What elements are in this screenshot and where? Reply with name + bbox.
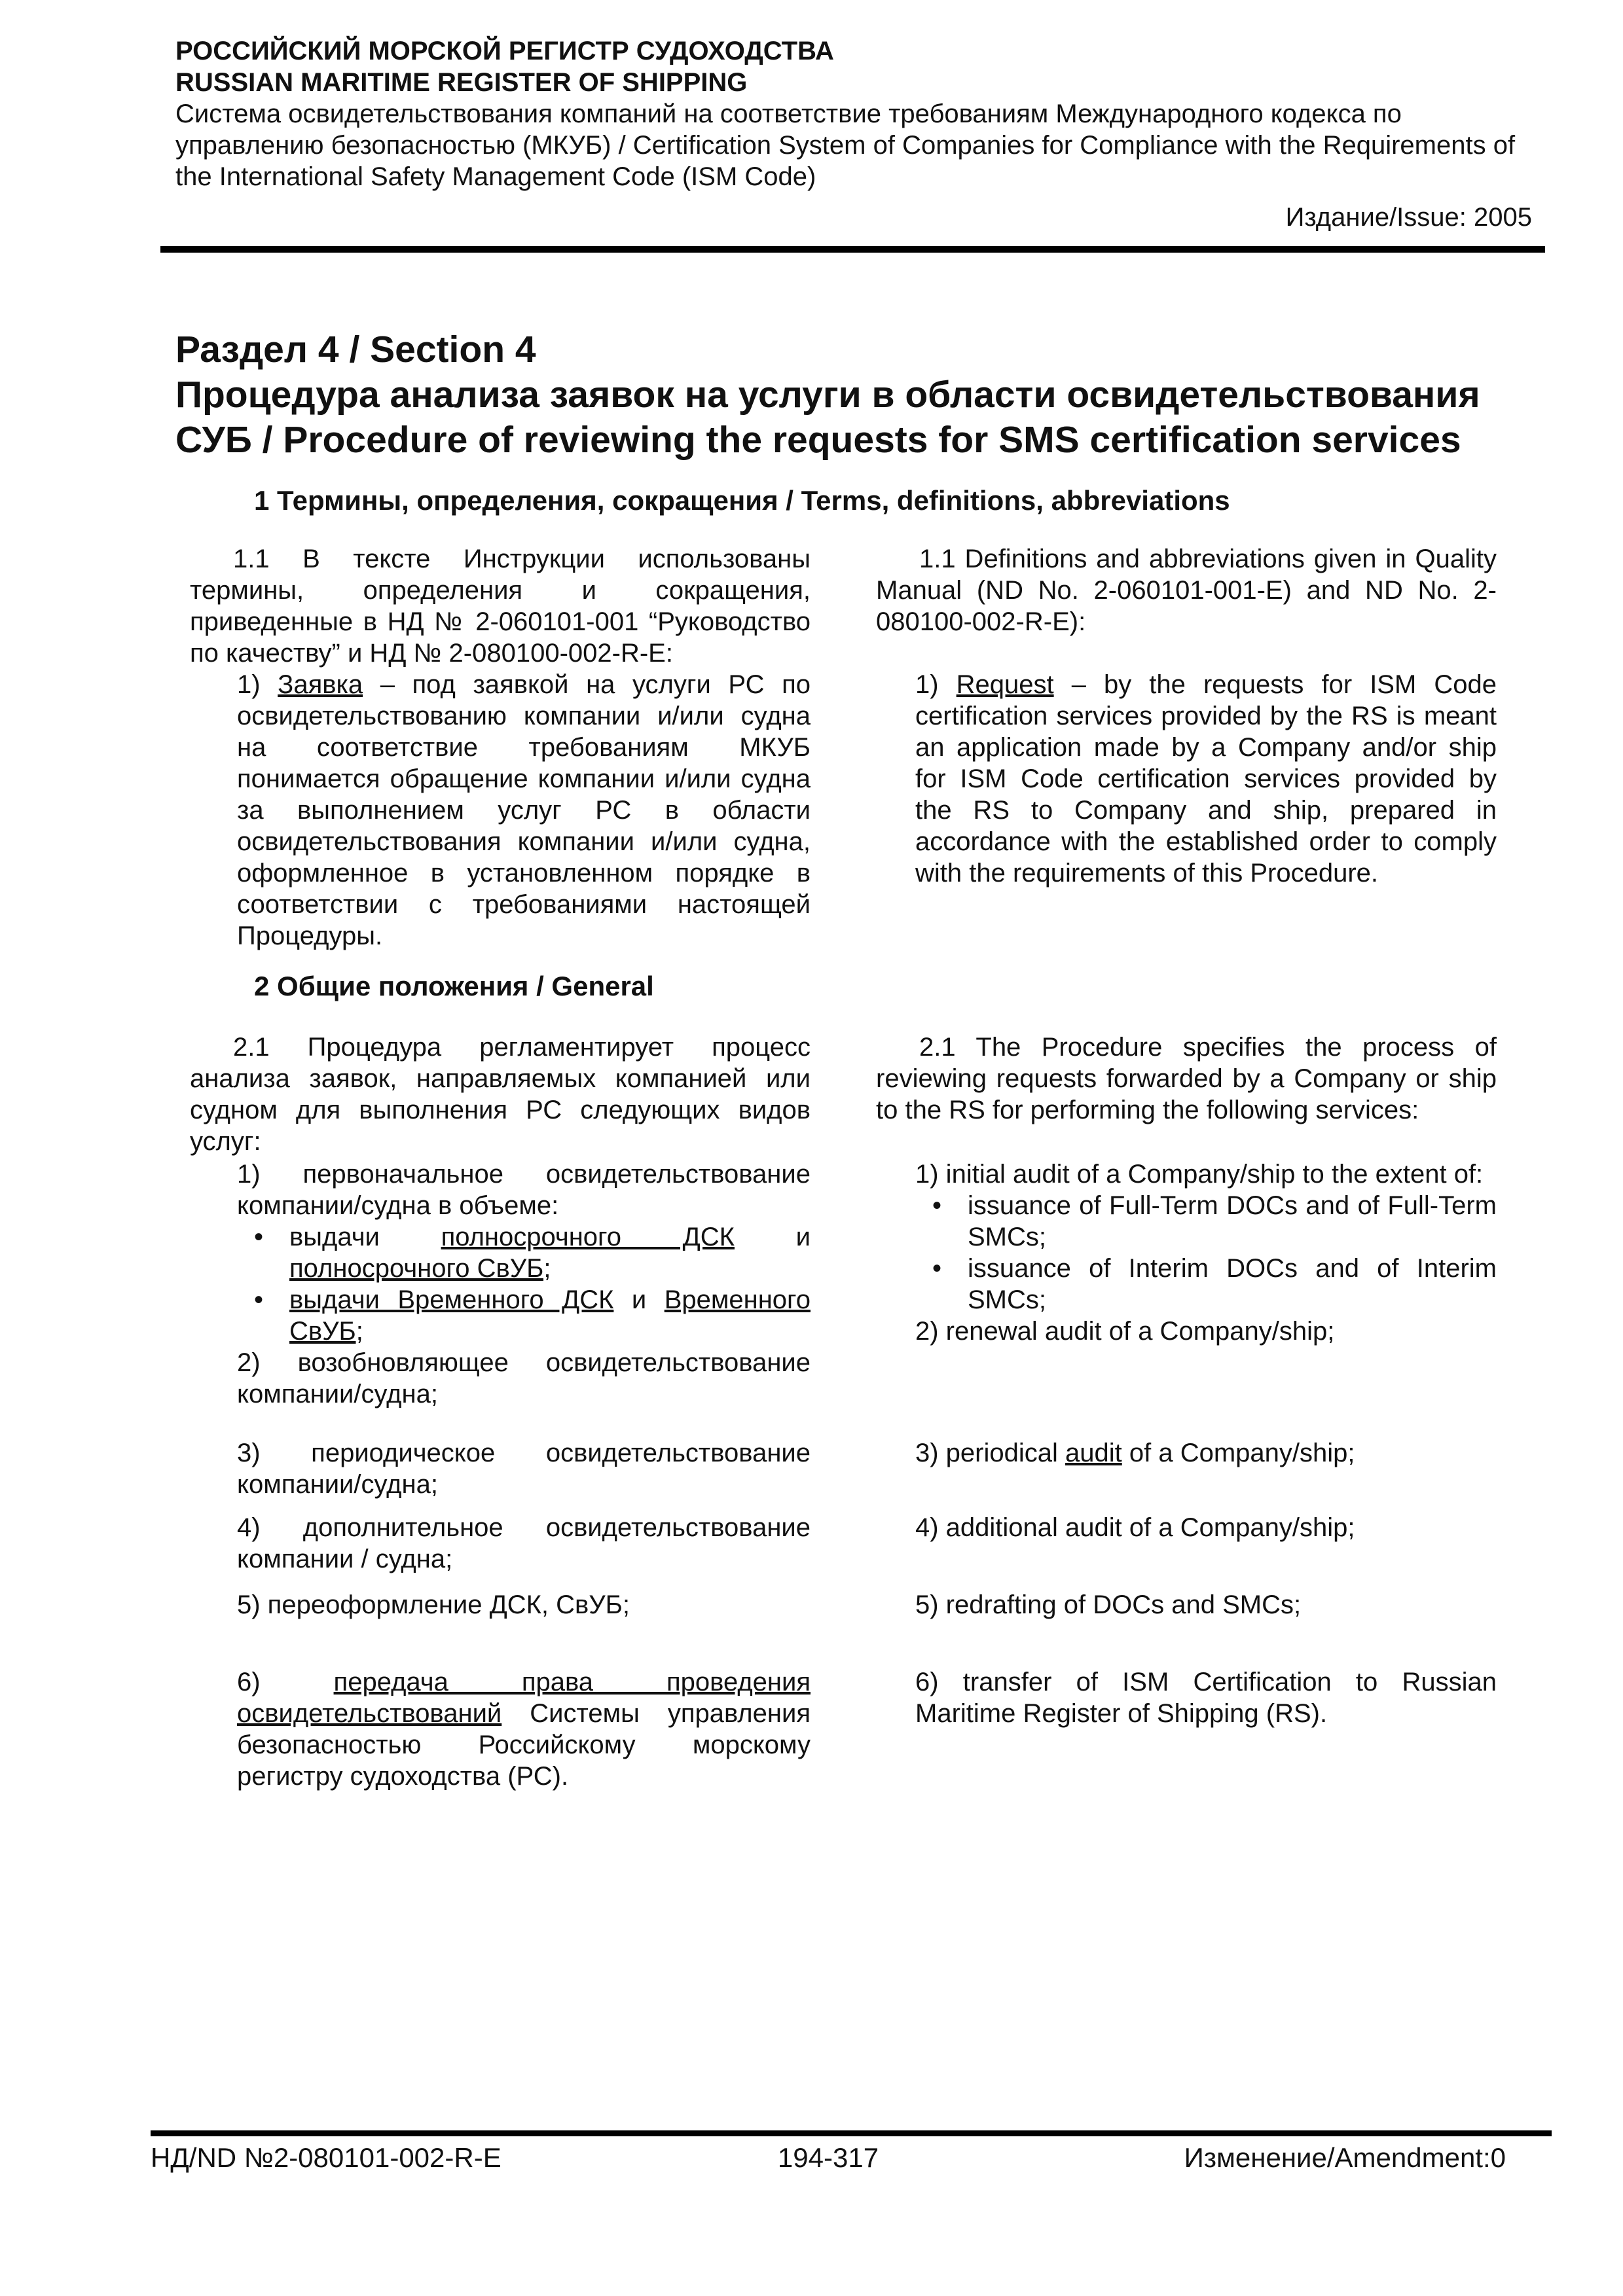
- footer-divider: [151, 2130, 1552, 2136]
- item-5-ru: 5) переоформление ДСК, СвУБ;: [237, 1590, 630, 1619]
- bullet-item: • выдачи полносрочного ДСК и полносрочного СвУБ;: [237, 1221, 811, 1284]
- org-name-ru: РОССИЙСКИЙ МОРСКОЙ РЕГИСТР СУДОХОДСТВА: [175, 37, 834, 65]
- def-num: 1): [237, 670, 278, 699]
- section-title-block: [175, 327, 1537, 463]
- item-1-ru-text: 1) первоначальное освидетельствование компании/судна в объеме:: [237, 1160, 811, 1220]
- page-header: [175, 35, 1532, 233]
- definition-request-en: [915, 669, 1497, 889]
- def-text: – под заявкой на услуги РС по освидетельствованию компании и/или судна на соответствие требованиям МКУБ понимается обращение компании и/или судна за выполнением услуг РС в области освидетельствования компании и/или судна, оформленное в установленном порядке в соответствии с требованиями настоящей Процедуры.: [237, 670, 811, 950]
- para-1-1-en: 1.1 Definitions and abbreviations given in Quality Manual (ND No. 2-060101-001-E) and ND No. 2-080100-002-R-E):: [876, 545, 1497, 636]
- def-term: Request: [956, 670, 1054, 699]
- item-4-ru: 4) дополнительное освидетельствование компании / судна;: [237, 1513, 811, 1573]
- item-6-en: 6) transfer of ISM Certification to Russian Maritime Register of Shipping (RS).: [915, 1668, 1497, 1728]
- item-2-ru: 2) возобновляющее освидетельствование компании/судна;: [237, 1348, 811, 1408]
- heading-general: 2 Общие положения / General: [254, 971, 654, 1001]
- bullet-item: • issuance of Interim DOCs and of Interim SMCs;: [915, 1253, 1497, 1316]
- footer-amendment: Изменение/Amendment:0: [1184, 2142, 1506, 2173]
- footer-doc-number: НД/ND №2-080101-002-R-E: [151, 2142, 501, 2173]
- def-num: 1): [915, 670, 957, 699]
- para-2-1-en: 2.1 The Procedure specifies the process of reviewing requests forwarded by a Company or ship to the RS for performing the following services:: [876, 1033, 1497, 1124]
- item-4-en: 4) additional audit of a Company/ship;: [915, 1513, 1355, 1542]
- item-1-en-text: 1) initial audit of a Company/ship to the extent of:: [915, 1160, 1484, 1189]
- system-title: Система освидетельствования компаний на соответствие требованиям Международного кодекса по управлению безопасностью (МКУБ) / Certification System of Companies for Compliance with the Requirements of the International Safety Management Code (ISM Code): [175, 99, 1516, 191]
- item-5-en: 5) redrafting of DOCs and SMCs;: [915, 1590, 1302, 1619]
- item-3-ru: 3) периодическое освидетельствование компании/судна;: [237, 1439, 811, 1499]
- para-1-1-ru: 1.1 В тексте Инструкции использованы термины, определения и сокращения, приведенные в НД № 2-060101-001 “Руководство по качеству” и НД № 2-080100-002-R-E:: [190, 545, 811, 668]
- bullet-item: • issuance of Full-Term DOCs and of Full-Term SMCs;: [915, 1190, 1497, 1253]
- definition-request-ru: [237, 669, 811, 952]
- issue-label: Издание/Issue: 2005: [1285, 203, 1532, 232]
- bullet-item: • выдачи Временного ДСК и Временного СвУБ;: [237, 1284, 811, 1347]
- item-3-en: 3) periodical audit of a Company/ship;: [915, 1439, 1355, 1467]
- item-1-en-bullets: [915, 1190, 1497, 1316]
- item-6-ru: 6) передача права проведения освидетельствований Системы управления безопасностью Российскому морскому регистру судоходства (РС).: [237, 1668, 811, 1791]
- header-divider: [160, 246, 1545, 253]
- item-1-ru-bullets: [237, 1221, 811, 1347]
- org-name-en: RUSSIAN MARITIME REGISTER OF SHIPPING: [175, 68, 748, 97]
- item-1-en: [915, 1158, 1497, 1347]
- def-text: – by the requests for ISM Code certification services provided by the RS is meant an application made by a Company and/or ship for ISM Code certification services provided by the RS to Company and ship, prepared in accordance with the established order to comply with the requirements of this Procedure.: [915, 670, 1497, 888]
- section-number: Раздел 4 / Section 4: [175, 329, 536, 370]
- section-title: Процедура анализа заявок на услуги в области освидетельствования СУБ / Procedure of reviewing the requests for SMS certification services: [175, 374, 1480, 461]
- footer-page-number: 194-317: [777, 2142, 879, 2173]
- para-2-1-ru: 2.1 Процедура регламентирует процесс анализа заявок, направляемых компанией или судном для выполнения РС следующих видов услуг:: [190, 1033, 811, 1156]
- item-1-ru: [237, 1158, 811, 1410]
- item-2-en: 2) renewal audit of a Company/ship;: [915, 1317, 1335, 1346]
- heading-terms: 1 Термины, определения, сокращения / Terms, definitions, abbreviations: [254, 485, 1230, 516]
- def-term: Заявка: [278, 670, 363, 699]
